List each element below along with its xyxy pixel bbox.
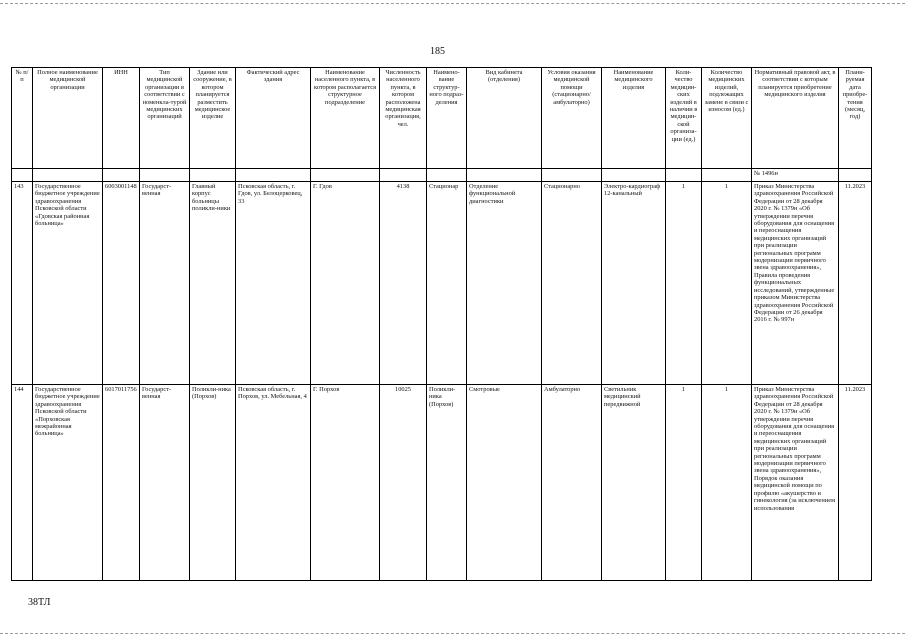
header-cell: Вид кабинета (отделения) [467, 68, 542, 169]
header-cell: Коли-чество медицин-ских изделий в наличии в медицин-ской организа-ции (ед.) [666, 68, 702, 169]
footer-code: 38ТЛ [28, 597, 51, 608]
qty-replace: 1 [702, 385, 752, 581]
qty-available: 1 [666, 182, 702, 385]
cabinet-type: Смотровые [467, 385, 542, 581]
header-cell: Фактический адрес здания [236, 68, 311, 169]
empty-cell [427, 169, 467, 182]
qty-replace: 1 [702, 182, 752, 385]
care-conditions: Стационарно [542, 182, 602, 385]
device-name: Светильник медицинский передвижной [602, 385, 666, 581]
scan-edge-top [0, 3, 905, 4]
header-cell: Наимено-вание структур-ного подраз-деления [427, 68, 467, 169]
purchase-date: 11.2023 [839, 385, 872, 581]
header-cell: Наименование медицинского изделия [602, 68, 666, 169]
header-cell: Количество медицинских изделий, подлежащих замене в связи с износом (ед.) [702, 68, 752, 169]
population: 10025 [380, 385, 427, 581]
organization-type: Государст-венная [140, 182, 190, 385]
legal-act: Приказ Министерства здравоохранения Российской Федерации от 28 декабря 2020 г. № 1379н «Об утверждении перечня оборудования для оснащения и переоснащения медицинских организаций при реализации региональных программ модернизации первичного звена здравоохранения», Правила проведения функциональных исследований, утвержденные приказом Министерства здравоохранения Российской Федерации от 26 декабря 2016 г. № 997н [752, 182, 839, 385]
table-row [12, 385, 872, 581]
empty-cell [140, 169, 190, 182]
empty-cell [666, 169, 702, 182]
inn: 6017011756 [103, 385, 140, 581]
empty-cell [602, 169, 666, 182]
empty-cell [380, 169, 427, 182]
header-cell: Численность населенного пункта, в котором расположена медицинская организация, чел. [380, 68, 427, 169]
table-header-row [12, 68, 872, 169]
header-cell: № п/п [12, 68, 33, 169]
header-cell: Нормативный правовой акт, в соответствии с которым планируется приобретение медицинского изделия [752, 68, 839, 169]
empty-cell [467, 169, 542, 182]
qty-available: 1 [666, 385, 702, 581]
address: Псковская область, г. Порхов, ул. Мебельная, 4 [236, 385, 311, 581]
empty-cell [542, 169, 602, 182]
header-cell: Тип медицинской организации в соответствии с номенкла-турой медицинских организаций [140, 68, 190, 169]
building: Главный корпус больницы поликли-ники [190, 182, 236, 385]
row-number: 143 [12, 182, 33, 385]
empty-cell [236, 169, 311, 182]
locality: Г. Порхов [311, 385, 380, 581]
empty-cell [311, 169, 380, 182]
legal-act: Приказ Министерства здравоохранения Российской Федерации от 28 декабря 2020 г. № 1379н «Об утверждении перечня оборудования для оснащения и переоснащения медицинских организаций при реализации региональных программ модернизации первичного звена здравоохранения», Порядок оказания медицинской помощи по профилю «акушерство и гинекология (за исключением использования [752, 385, 839, 581]
structural-unit: Стационар [427, 182, 467, 385]
empty-cell [702, 169, 752, 182]
purchase-date: 11.2023 [839, 182, 872, 385]
page-number: 185 [430, 46, 445, 57]
locality: Г. Гдов [311, 182, 380, 385]
header-cell: Наименование населенного пункта, в котором располагается структурное подразделение [311, 68, 380, 169]
organization-name: Государственное бюджетное учреждение здравоохранения Псковской области «Гдовская районная больница» [33, 182, 103, 385]
equipment-table [11, 67, 872, 581]
row-number: 144 [12, 385, 33, 581]
organization-type: Государст-венная [140, 385, 190, 581]
continuation-act-cell: № 1496н [752, 169, 839, 182]
header-cell: Полное наименование медицинской организации [33, 68, 103, 169]
header-cell: Условия оказания медицинской помощи (стационарно/ амбулаторно) [542, 68, 602, 169]
population: 4138 [380, 182, 427, 385]
inn: 6003001148 [103, 182, 140, 385]
empty-cell [12, 169, 33, 182]
empty-cell [33, 169, 103, 182]
organization-name: Государственное бюджетное учреждение здравоохранения Псковской области «Порховская межрайонная больница» [33, 385, 103, 581]
empty-cell [103, 169, 140, 182]
header-cell: Плани-руемая дата приобре-тения (месяц, год) [839, 68, 872, 169]
address: Псковская область, г. Гдов, ул. Белоцерковец, 33 [236, 182, 311, 385]
structural-unit: Поликли-ника (Порхов) [427, 385, 467, 581]
cabinet-type: Отделение функциональной диагностики [467, 182, 542, 385]
empty-cell [190, 169, 236, 182]
header-cell: ИНН [103, 68, 140, 169]
care-conditions: Амбулаторно [542, 385, 602, 581]
table-row [12, 182, 872, 385]
empty-cell [839, 169, 872, 182]
device-name: Электро-кардиограф 12-канальный [602, 182, 666, 385]
header-cell: Здание или сооружение, в котором планируется разместить медицинское изделие [190, 68, 236, 169]
scan-edge-bottom [0, 633, 905, 634]
building: Поликли-ника (Порхов) [190, 385, 236, 581]
continuation-row [12, 169, 872, 182]
